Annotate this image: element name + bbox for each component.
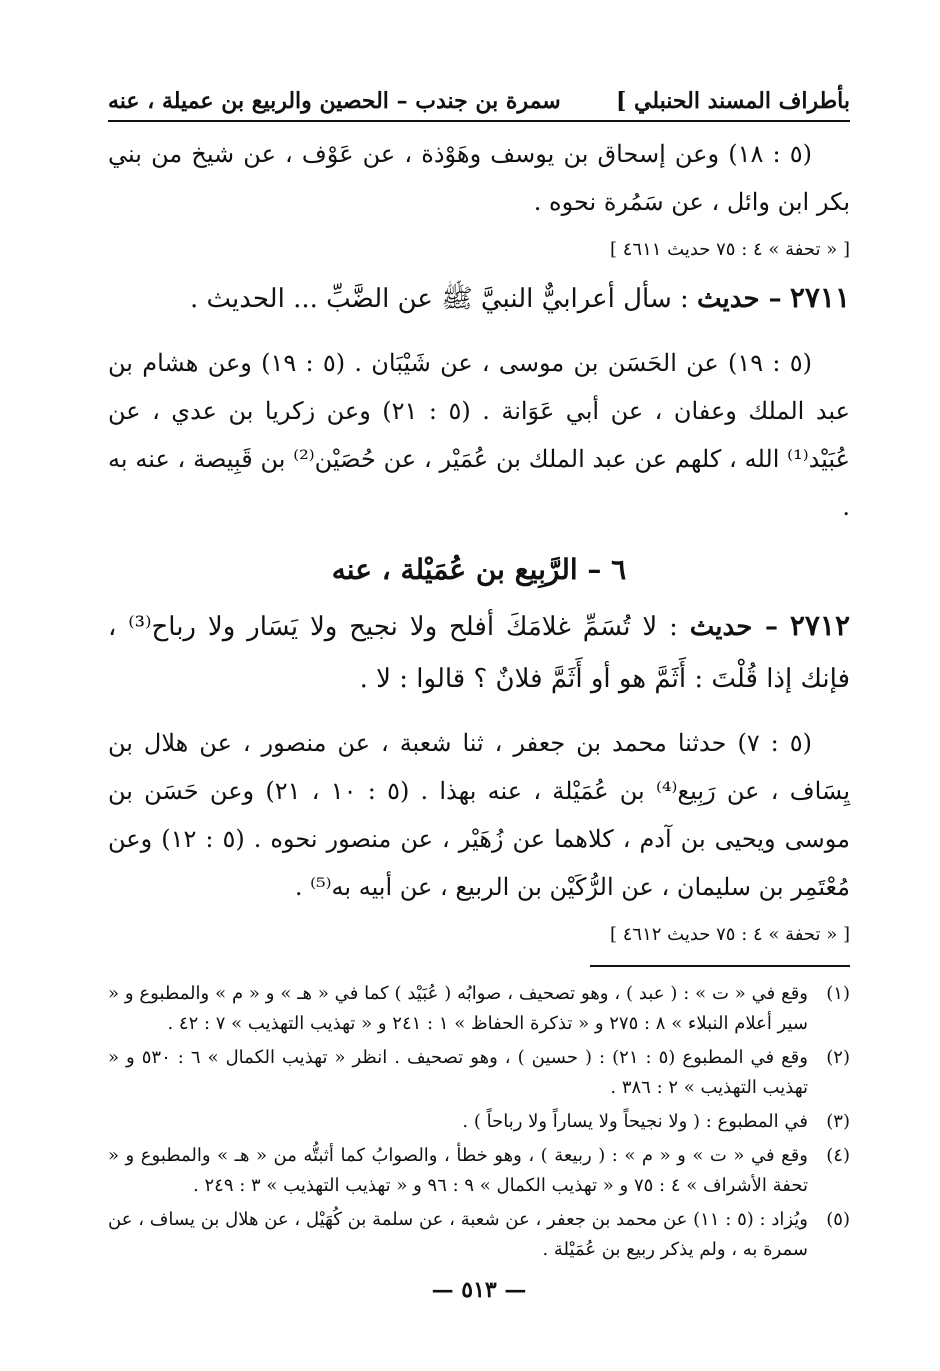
hadith-number: ٢٧١١ [789,281,850,314]
footnotes [108,979,850,1265]
footnote-text: وقع في المطبوع (٥ : ٢١) : ( حسين ) ، وهو تصحيف . انظر « تهذيب الكمال » ٦ : ٥٣٠ و « تهذيب التهذيب » ٢ : ٣٨٦ . [108,1047,808,1098]
hadith-text: : لا تُسَمِّ غلامَكَ أفلح ولا نجيح ولا يَسَار ولا رباح⁽³⁾ ، فإنك إذا قُلْتَ : أَثَمَّ هو أو أَثَمَّ فلانٌ ؟ قالوا : لا . [108,612,850,694]
hadith-number: ٢٧١٢ [789,609,850,642]
footnote-number: (٢) [826,1047,850,1068]
footnote-text: في المطبوع : ( ولا نجيحاً ولا يساراً ولا رباحاً ) . [462,1111,808,1132]
hadith-2711 [108,272,850,325]
page-number: — ٥١٣ — [431,1277,527,1303]
header-section-title: سمرة بن جندب – الحصين والربيع بن عميلة ، عنه [108,88,561,114]
footnote-item [108,1107,850,1137]
paragraph-isnad-3: (٥ : ٧) حدثنا محمد بن جعفر ، ثنا شعبة ، عن منصور ، عن هلال بن يِسَاف ، عن رَبِيع⁽⁴⁾ بن عُمَيْلة ، عنه بهذا . (٥ : ١٠ ، ٢١) وعن حَسَن بن موسى ويحيى بن آدم ، كلاهما عن زُهَيْر ، عن منصور نحوه . (٥ : ١٢) وعن مُعْتَمِر بن سليمان ، عن الرُّكَيْن بن الربيع ، عن أبيه به⁽⁵⁾ . [108,729,851,901]
footnote-text: ويُزاد : (٥ : ١١) عن محمد بن جعفر ، عن شعبة ، عن سلمة بن كُهَيْل ، عن هلال بن يساف ، عن سمرة به ، ولم يذكر ربيع بن عُمَيْلة . [108,1209,808,1260]
header-book-title: بأطراف المسند الحنبلي ] [615,88,850,114]
paragraph-isnad-1: (٥ : ١٨) وعن إسحاق بن يوسف وهَوْذة ، عن عَوْف ، عن شيخ من بني بكر ابن وائل ، عن سَمُرة نحوه . [108,140,850,216]
paragraph-isnad-2: (٥ : ١٩) عن الحَسَن بن موسى ، عن شَيْبَان . (٥ : ١٩) وعن هشام بن عبد الملك وعفان ، عن أبي عَوَانة . (٥ : ٢١) وعن زكريا بن عدي ، عن عُبَيْد⁽¹⁾ الله ، كلهم عن عبد الملك بن عُمَيْر ، عن حُصَيْن⁽²⁾ بن قَبِيصة ، عنه به . [108,349,850,521]
footnote-item [108,1141,850,1201]
footnote-number: (٣) [826,1111,850,1132]
hadith-label: – حديث [697,284,782,314]
hadith-text: : سأل أعرابيٌّ النبيَّ ﷺ عن الضَّبِّ ... الحديث . [189,284,689,314]
footnote-number: (٥) [826,1209,850,1230]
section-heading: ٦ – الرَّبِيع بن عُمَيْلة ، عنه [331,553,627,586]
footnote-number: (٤) [826,1145,850,1166]
footnote-item [108,1205,850,1265]
running-header [108,88,850,122]
footnote-text: وقع في « ت » و « م » : ( ربيعة ) ، وهو خطأ ، والصوابُ كما أثبتُّه من « هـ » والمطبوع و « تحفة الأشراف » ٤ : ٧٥ و « تهذيب الكمال » ٩ : ٩٦ و « تهذيب التهذيب » ٣ : ٢٤٩ . [108,1145,808,1196]
book-page [108,88,850,1303]
hadith-2712 [108,600,850,705]
tuhfa-reference-2: [ « تحفة » ٤ : ٧٥ حديث ٤٦١٢ ] [610,924,850,945]
footnote-text: وقع في « ت » : ( عبد ) ، وهو تصحيف ، صوابُه ( عُبَيْد ) كما في « هـ » و « م » والمطبوع و « سير أعلام النبلاء » ٨ : ٢٧٥ و « تذكرة الحفاظ » ١ : ٢٤١ و « تهذيب التهذيب » ٧ : ٤٢ . [108,983,808,1034]
footnote-item [108,1043,850,1103]
footnote-number: (١) [826,983,850,1004]
hadith-label: – حديث [689,612,778,642]
tuhfa-reference-1: [ « تحفة » ٤ : ٧٥ حديث ٤٦١١ ] [610,239,850,260]
footnote-divider [590,965,850,967]
footnote-item [108,979,850,1039]
